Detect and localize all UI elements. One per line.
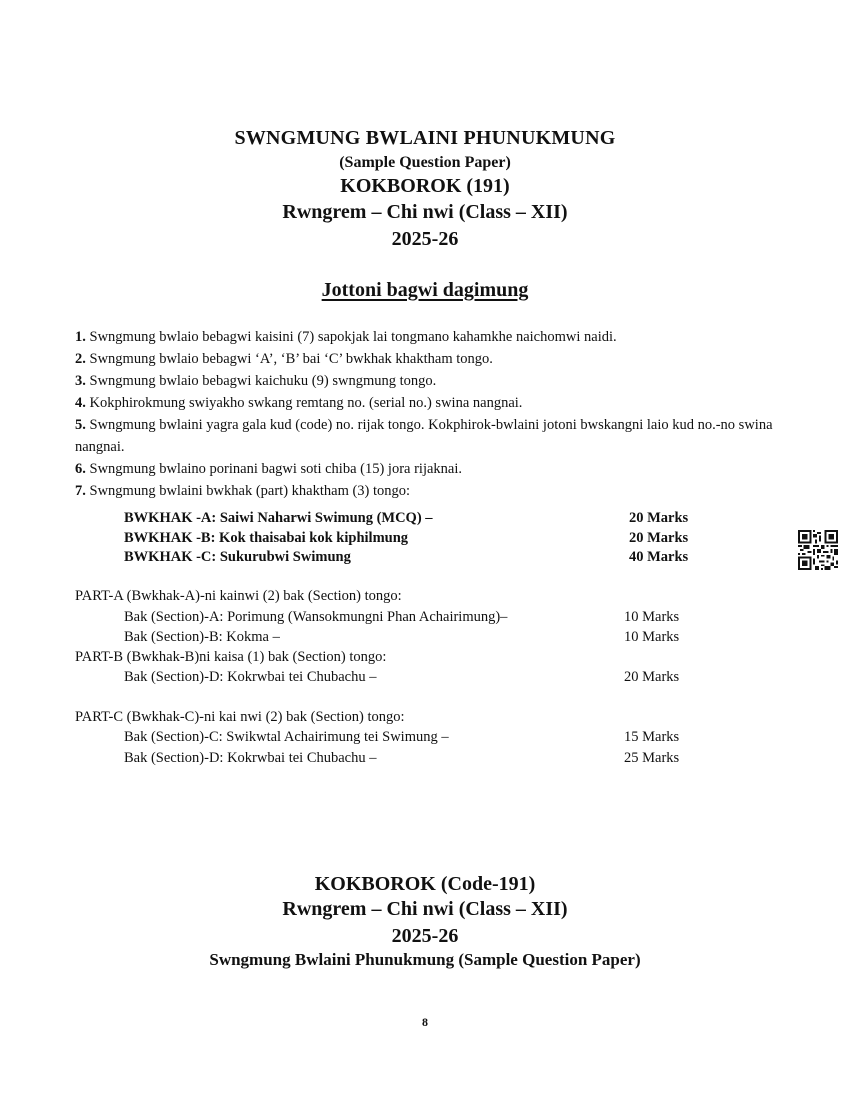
part-marks-row [124,549,704,569]
part-label: BWKHAK -B: Kok thaisabai kok kiphilmung [124,529,409,546]
instruction-item: 2. Swngmung bwlaio bebagwi ‘A’, ‘B’ bai ‘C’ bwkhak khaktham tongo. [75,351,493,367]
subject-code-title: KOKBOROK (Code-191) [314,873,536,895]
page-number: 8 [422,1015,428,1029]
section-row [124,750,680,767]
instruction-item: 3. Swngmung bwlaio bebagwi kaichuku (9) swngmung tongo. [75,373,437,389]
section-marks: 15 Marks [624,729,680,745]
part-label: BWKHAK -A: Saiwi Naharwi Swimung (MCQ) – [124,510,433,526]
section-row [124,669,680,686]
qr-code-icon [798,530,838,570]
part-marks-row [124,510,704,530]
section-row [124,629,680,646]
part-a-heading: PART-A (Bwkhak-A)-ni kainwi (2) bak (Section) tongo: [75,588,402,604]
section-label: Bak (Section)-D: Kokrwbai tei Chubachu – [124,750,377,766]
paper-subtitle: (Sample Question Paper) [339,154,511,171]
instructions-heading: Jottoni bagwi dagimung [321,279,529,301]
instructions-list [75,326,805,502]
instruction-item: 7. Swngmung bwlaini bwkhak (part) khaktham (3) tongo: [75,483,411,499]
part-label: BWKHAK -C: Sukurubwi Swimung [124,549,351,565]
part-marks: 20 Marks [629,510,689,526]
part-marks-row [124,530,704,550]
instruction-item: 5. Swngmung bwlaini yagra gala kud (code) no. rijak tongo. Kokphirok-bwlaini jotoni bwskangni laio kud no.-no swina nangnai. [75,417,773,455]
subject-name: KOKBOROK (191) [340,175,510,197]
paper-title-2: Swngmung Bwlaini Phunukmung (Sample Question Paper) [209,950,641,969]
paper-title: SWNGMUNG BWLAINI PHUNUKMUNG [234,127,616,149]
parts-marks-table [124,510,704,569]
section-label: Bak (Section)-C: Swikwtal Achairimung tei Swimung – [124,729,449,745]
section-marks: 20 Marks [624,669,680,685]
part-marks: 20 Marks [629,529,689,546]
instruction-item: 6. Swngmung bwlaino porinani bagwi soti chiba (15) jora rijaknai. [75,461,462,477]
part-c-heading: PART-C (Bwkhak-C)-ni kai nwi (2) bak (Section) tongo: [75,709,405,725]
section-row [124,729,680,746]
part-b-heading: PART-B (Bwkhak-B)ni kaisa (1) bak (Section) tongo: [75,649,387,665]
session-year-2: 2025-26 [391,925,459,947]
instruction-item: 4. Kokphirokmung swiyakho swkang remtang no. (serial no.) swina nangnai. [75,395,523,411]
class-line: Rwngrem – Chi nwi (Class – XII) [282,201,568,223]
class-line-2: Rwngrem – Chi nwi (Class – XII) [282,898,568,920]
session-year: 2025-26 [391,228,459,250]
instruction-item: 1. Swngmung bwlaio bebagwi kaisini (7) sapokjak lai tongmano kahamkhe naichomwi naidi. [75,329,617,345]
section-marks: 10 Marks [624,609,680,625]
part-marks: 40 Marks [629,549,689,565]
section-marks: 10 Marks [624,629,680,645]
section-row [124,609,680,626]
section-label: Bak (Section)-B: Kokma – [124,629,280,645]
section-label: Bak (Section)-D: Kokrwbai tei Chubachu – [124,669,377,685]
section-label: Bak (Section)-A: Porimung (Wansokmungni Phan Achairimung)– [124,609,508,625]
section-marks: 25 Marks [624,750,680,766]
